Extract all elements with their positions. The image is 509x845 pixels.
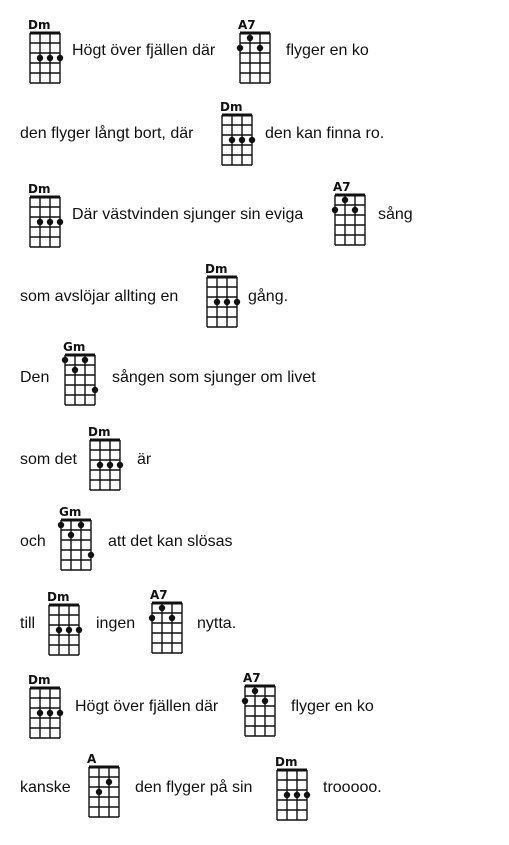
chord-finger-dot	[78, 522, 84, 528]
chord-finger-dot	[234, 299, 240, 305]
chord-diagram	[47, 590, 87, 660]
chord-finger-dot	[169, 615, 175, 621]
chord-finger-dot	[97, 462, 103, 468]
chord-finger-dot	[57, 55, 63, 61]
chord-finger-dot	[214, 299, 220, 305]
chord-finger-dot	[96, 789, 102, 795]
chord-finger-dot	[82, 357, 88, 363]
lyric-text: till	[20, 615, 36, 632]
lyric-text: sång	[378, 206, 413, 223]
chord-diagram	[28, 182, 68, 252]
lyric-text: flyger en ko	[291, 698, 374, 715]
chord-name: A7	[243, 671, 261, 685]
chord-finger-dot	[56, 627, 62, 633]
lyric-text: den kan finna ro.	[265, 125, 385, 142]
chord-diagram	[275, 755, 315, 825]
chord-name: A7	[150, 588, 168, 602]
lyric-text: trooooo.	[323, 779, 382, 796]
chord-diagram	[88, 425, 128, 495]
chord-name: Dm	[88, 425, 111, 439]
chord-diagram	[238, 18, 278, 88]
chord-finger-dot	[47, 219, 53, 225]
chord-finger-dot	[352, 207, 358, 213]
chord-grid	[47, 602, 83, 658]
chord-finger-dot	[47, 55, 53, 61]
lyric-text: flyger en ko	[286, 42, 369, 59]
chord-finger-dot	[252, 688, 258, 694]
chord-finger-dot	[57, 219, 63, 225]
chord-finger-dot	[239, 137, 245, 143]
chord-finger-dot	[76, 627, 82, 633]
lyric-text: ingen	[96, 615, 136, 632]
chord-finger-dot	[284, 792, 290, 798]
chord-finger-dot	[107, 462, 113, 468]
chord-grid	[238, 30, 274, 86]
lyric-text: kanske	[20, 779, 71, 796]
chord-finger-dot	[66, 627, 72, 633]
chord-name: A	[87, 752, 97, 766]
chord-grid	[243, 683, 279, 739]
chord-finger-dot	[57, 710, 63, 716]
chord-grid	[28, 30, 64, 86]
chord-finger-dot	[88, 552, 94, 558]
chord-finger-dot	[304, 792, 310, 798]
chord-finger-dot	[37, 55, 43, 61]
chord-finger-dot	[72, 367, 78, 373]
chord-name: Dm	[28, 182, 51, 196]
chord-name: Gm	[59, 505, 82, 519]
chord-grid	[205, 274, 241, 330]
chord-finger-dot	[62, 357, 68, 363]
chord-finger-dot	[58, 522, 64, 528]
chord-grid	[220, 112, 256, 168]
chord-finger-dot	[37, 219, 43, 225]
chord-grid	[28, 194, 64, 250]
chord-finger-dot	[257, 45, 263, 51]
chord-name: Dm	[275, 755, 298, 769]
lyric-text: är	[137, 451, 152, 468]
chord-name: Dm	[28, 18, 51, 32]
chord-name: A7	[333, 180, 351, 194]
chord-diagram	[59, 505, 99, 575]
lyric-text: den flyger på sin	[135, 779, 253, 796]
lyric-text: som avslöjar allting en	[20, 288, 179, 305]
lyric-text: gång.	[248, 288, 289, 305]
chord-grid	[59, 517, 95, 573]
chord-finger-dot	[242, 698, 248, 704]
chord-name: Dm	[205, 262, 228, 276]
lyric-text: nytta.	[197, 615, 237, 632]
chord-finger-dot	[332, 207, 338, 213]
chord-finger-dot	[117, 462, 123, 468]
chord-name: Dm	[47, 590, 70, 604]
chord-diagram	[205, 262, 245, 332]
chord-name: Dm	[28, 673, 51, 687]
chord-diagram	[333, 180, 373, 250]
chord-grid	[275, 767, 311, 823]
chord-finger-dot	[262, 698, 268, 704]
chord-name: Gm	[63, 340, 86, 354]
chord-diagram	[28, 18, 68, 88]
chord-finger-dot	[37, 710, 43, 716]
lyric-text: sången som sjunger om livet	[112, 369, 316, 386]
chord-grid	[150, 600, 186, 656]
chord-diagram	[28, 673, 68, 743]
chord-finger-dot	[249, 137, 255, 143]
chord-grid	[88, 437, 124, 493]
lyric-text: den flyger långt bort, där	[20, 125, 194, 142]
lyric-text: att det kan slösas	[108, 533, 233, 550]
chord-finger-dot	[47, 710, 53, 716]
lyric-text: som det	[20, 451, 77, 468]
chord-diagram	[220, 100, 260, 170]
chord-grid	[87, 764, 123, 820]
chord-finger-dot	[149, 615, 155, 621]
lyric-text: Högt över fjällen där	[75, 698, 219, 715]
lyric-text: Högt över fjällen där	[72, 42, 216, 59]
chord-finger-dot	[247, 35, 253, 41]
chord-finger-dot	[224, 299, 230, 305]
chord-grid	[28, 685, 64, 741]
chord-finger-dot	[106, 779, 112, 785]
chord-grid	[63, 352, 99, 408]
chord-finger-dot	[237, 45, 243, 51]
lyric-text: Den	[20, 369, 50, 386]
chord-grid	[333, 192, 369, 248]
chord-finger-dot	[92, 387, 98, 393]
chord-finger-dot	[294, 792, 300, 798]
chord-diagram	[63, 340, 103, 410]
chord-diagram	[243, 671, 283, 741]
chord-finger-dot	[68, 532, 74, 538]
lyric-text: och	[20, 533, 46, 550]
chord-finger-dot	[159, 605, 165, 611]
lyric-text: Där västvinden sjunger sin eviga	[72, 206, 304, 223]
chord-finger-dot	[229, 137, 235, 143]
chord-finger-dot	[342, 197, 348, 203]
chord-name: Dm	[220, 100, 243, 114]
chord-diagram	[150, 588, 190, 658]
chord-diagram	[87, 752, 127, 822]
chord-name: A7	[238, 18, 256, 32]
